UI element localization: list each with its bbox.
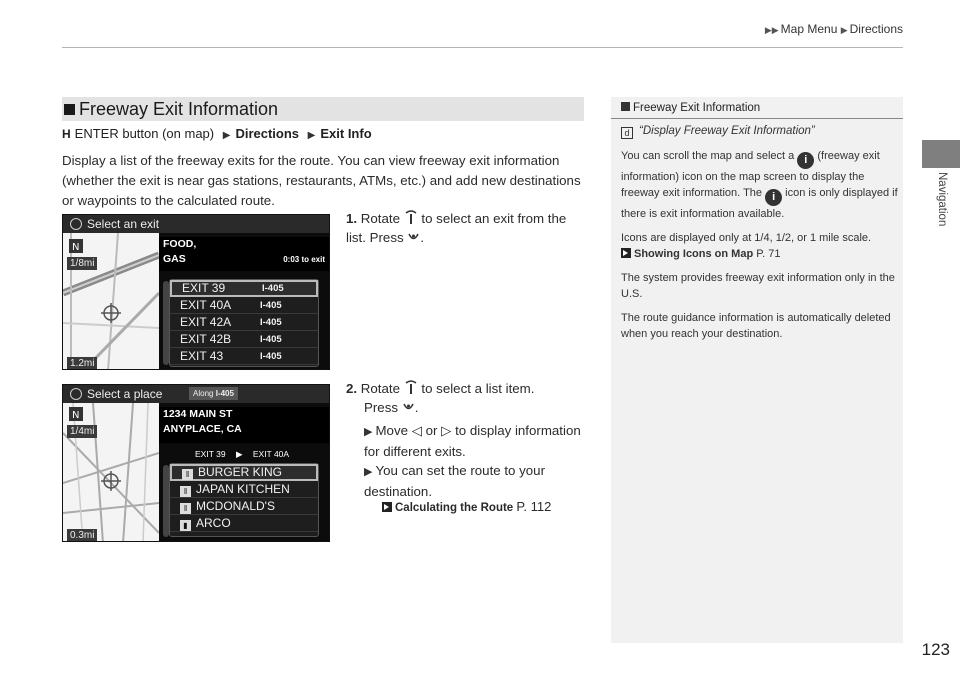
exit-navigator[interactable]: EXIT 39 ▶ EXIT 40A [195, 449, 290, 459]
map-view [63, 233, 159, 369]
cross-reference-calc-route[interactable]: Calculating the Route P. 112 [382, 497, 592, 518]
xref-showing-icons[interactable]: Showing Icons on Map [634, 248, 754, 260]
home-button-icon: H [62, 127, 71, 141]
map-scale-bottom: 0.3mi [67, 529, 97, 542]
bullet-route: ▶ You can set the route to your destination. [364, 463, 545, 499]
place-row[interactable]: ‖ BURGER KING [170, 464, 318, 481]
address-line1: 1234 MAIN ST [163, 408, 233, 420]
exit-list [169, 279, 319, 367]
cross-reference-icon [382, 502, 392, 512]
map-view [63, 403, 159, 541]
voice-command-icon: d [621, 127, 633, 139]
map-scale-top: 1/8mi [67, 257, 97, 270]
screen-title: Select an exit [87, 217, 160, 231]
screen-title: Select a place [87, 387, 163, 401]
exit-row[interactable]: EXIT 43 I-405 [170, 348, 318, 365]
section-title: Freeway Exit Information [79, 99, 279, 119]
restaurant-icon: ‖ [182, 469, 193, 480]
double-arrow-icon: ▶▶ [764, 25, 779, 35]
place-row[interactable]: ‖ MCDONALD'S [170, 498, 318, 515]
address-line2: ANYPLACE, CA [163, 423, 242, 435]
map-scale-bottom: 1.2mi [67, 357, 97, 370]
path-step1: Directions [235, 126, 300, 141]
time-to-exit: 0:03 to exit [283, 255, 325, 264]
place-row[interactable]: ‖ JAPAN KITCHEN [170, 481, 318, 498]
place-list [169, 463, 319, 537]
dial-right-icon: ▷ [441, 423, 452, 438]
dial-left-icon: ◁ [411, 423, 422, 438]
exit-list-screen [62, 214, 330, 370]
map-graphic [63, 403, 159, 542]
exit-row[interactable]: EXIT 39 I-405 [170, 280, 318, 297]
screen-title-bar [63, 215, 329, 233]
interface-dial-icon [404, 380, 418, 396]
restaurant-icon: ‖ [180, 503, 191, 514]
arrow-icon: ▶ [364, 426, 373, 438]
enter-press-icon [402, 401, 415, 414]
arrow-right-icon: ▶ [235, 449, 243, 459]
note-exit-icon: You can scroll the map and select a i (freeway exit information) icon on the map screen to display the freeway exit information. The i icon is only displayed if there is exit information available. [621, 150, 898, 220]
step-1: 1. Rotate to select an exit from the list. Press . [346, 211, 567, 245]
notes-body [621, 123, 899, 350]
map-graphic [63, 233, 159, 370]
section-header [62, 97, 584, 121]
intro-text: Display a list of the freeway exits for the route. You can view freeway exit information (whether the exit is near gas stations, restaurants, ATMs, etc.) and add new destinations or waypoints to the calculated route. [62, 153, 581, 208]
note-auto-delete: The route guidance information is automatically deleted when you reach your destination. [621, 312, 891, 340]
notes-sidebar [611, 97, 903, 643]
restaurant-icon: ‖ [180, 486, 191, 497]
breadcrumb-part2: Directions [849, 22, 903, 36]
exit-info-panel [159, 237, 329, 271]
breadcrumb-part1: Map Menu [780, 22, 838, 36]
note-us-only: The system provides freeway exit information only in the U.S. [621, 272, 895, 300]
arrow-icon: ▶ [222, 130, 231, 141]
place-row[interactable]: ▮ ARCO [170, 515, 318, 532]
place-list-screen [62, 384, 330, 542]
step-2: 2. Rotate to select a list item. Press . [346, 381, 535, 415]
gas-station-icon: ▮ [180, 520, 191, 531]
chapter-label: Navigation [936, 172, 948, 227]
back-icon [70, 218, 82, 230]
arrow-icon: ▶ [364, 466, 373, 478]
screen-title-bar [63, 385, 329, 403]
info-icon: i [765, 189, 782, 206]
notes-header: Freeway Exit Information [611, 97, 903, 119]
place-info-panel [159, 407, 329, 443]
menu-path [62, 126, 372, 141]
voice-command: d “Display Freeway Exit Information” [621, 123, 899, 139]
svg-text:N: N [72, 242, 80, 253]
exit-row[interactable]: EXIT 42A I-405 [170, 314, 318, 331]
info-line1: FOOD, [163, 238, 197, 250]
arrow-icon: ▶ [840, 25, 848, 35]
cross-reference-icon [621, 248, 631, 258]
enter-press-icon [407, 231, 420, 244]
section-bullet-icon [64, 104, 75, 115]
along-road-badge: Along I-405 [189, 387, 238, 400]
path-step2: Exit Info [320, 126, 372, 141]
header-rule [62, 47, 903, 48]
page-number: 123 [921, 640, 950, 659]
back-icon [70, 388, 82, 400]
chapter-tab [922, 140, 960, 168]
arrow-icon: ▶ [307, 130, 316, 141]
info-icon: i [797, 152, 814, 169]
note-scale: Icons are displayed only at 1/4, 1/2, or 1 mile scale. Showing Icons on Map P. 71 [621, 232, 872, 260]
breadcrumb [765, 22, 903, 36]
path-start: ENTER button (on map) [74, 126, 215, 141]
svg-text:N: N [72, 410, 80, 421]
info-line2: GAS [163, 253, 186, 265]
exit-row[interactable]: EXIT 42B I-405 [170, 331, 318, 348]
note-marker-icon [621, 102, 630, 111]
exit-row[interactable]: EXIT 40A I-405 [170, 297, 318, 314]
bullet-move: ▶ Move ◁ or ▷ to display information for different exits. [364, 423, 581, 459]
map-scale-top: 1/4mi [67, 425, 97, 438]
interface-dial-icon [404, 210, 418, 226]
